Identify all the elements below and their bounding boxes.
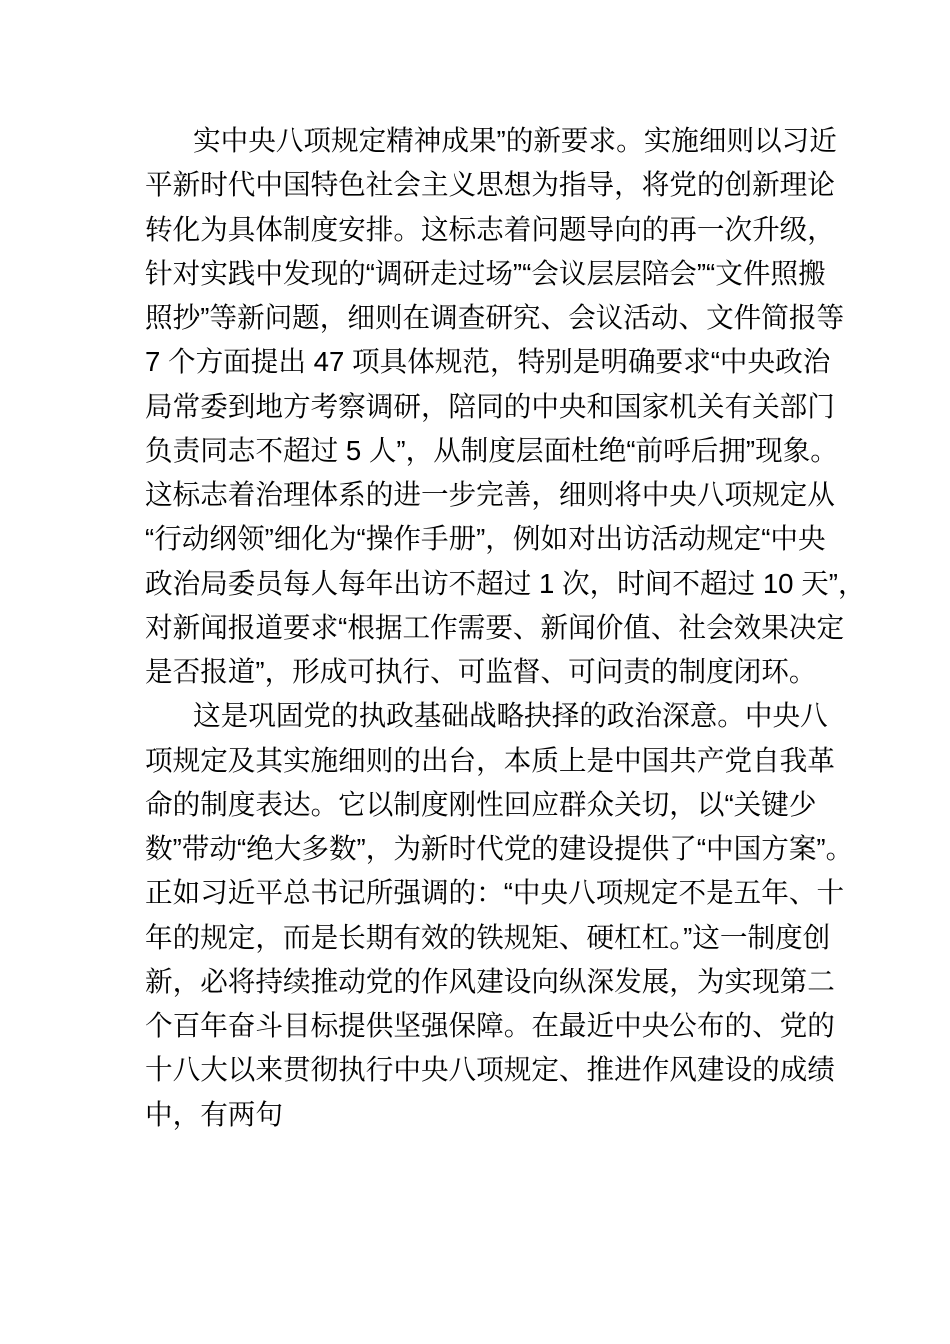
document-body-text xyxy=(145,119,866,1137)
text-line: 实中央八项规定精神成果”的新要求。实施细则以习近 xyxy=(193,125,837,156)
text-line: “行动纲领”细化为“操作手册”，例如对出访活动规定“中央 xyxy=(145,523,826,555)
text-line: 政治局委员每人每年出访不超过 1 次，时间不超过 10 天”， xyxy=(145,567,866,599)
text-line: 中，有两句 xyxy=(145,1098,283,1130)
text-line: 年的规定，而是长期有效的铁规矩、硬杠杠。”这一制度创 xyxy=(145,921,831,953)
text-line: 对新闻报道要求“根据工作需要、新闻价值、社会效果决定 xyxy=(145,611,845,643)
text-line: 局常委到地方考察调研，陪同的中央和国家机关有关部门 xyxy=(145,390,835,422)
text-line: 个百年奋斗目标提供坚强保障。在最近中央公布的、党的 xyxy=(145,1010,835,1041)
text-line: 项规定及其实施细则的出台，本质上是中国共产党自我革 xyxy=(145,744,835,776)
text-line: 负责同志不超过 5 人”，从制度层面杜绝“前呼后拥”现象。 xyxy=(145,434,838,466)
text-line: 照抄”等新问题，细则在调查研究、会议活动、文件简报等 xyxy=(145,302,845,333)
text-line: 正如习近平总书记所强调的：“中央八项规定不是五年、十 xyxy=(145,877,845,909)
text-line: 平新时代中国特色社会主义思想为指导，将党的创新理论 xyxy=(145,169,835,201)
text-line: 这是巩固党的执政基础战略抉择的政治深意。中央八 xyxy=(193,700,828,732)
text-line: 转化为具体制度安排。这标志着问题导向的再一次升级， xyxy=(145,213,835,245)
text-line: 是否报道”，形成可执行、可监督、可问责的制度闭环。 xyxy=(145,656,817,687)
text-line: 数”带动“绝大多数”，为新时代党的建设提供了“中国方案”。 xyxy=(145,833,854,864)
text-line: 7 个方面提出 47 项具体规范，特别是明确要求“中央政治 xyxy=(145,346,831,378)
text-line: 新，必将持续推动党的作风建设向纵深发展，为实现第二 xyxy=(145,965,835,997)
text-line: 针对实践中发现的“调研走过场”“会议层层陪会”“文件照搬 xyxy=(145,257,826,289)
text-line: 这标志着治理体系的进一步完善，细则将中央八项规定从 xyxy=(145,479,835,510)
text-line: 命的制度表达。它以制度刚性回应群众关切，以“关键少 xyxy=(145,788,817,820)
text-line: 十八大以来贯彻执行中央八项规定、推进作风建设的成绩 xyxy=(145,1054,835,1086)
